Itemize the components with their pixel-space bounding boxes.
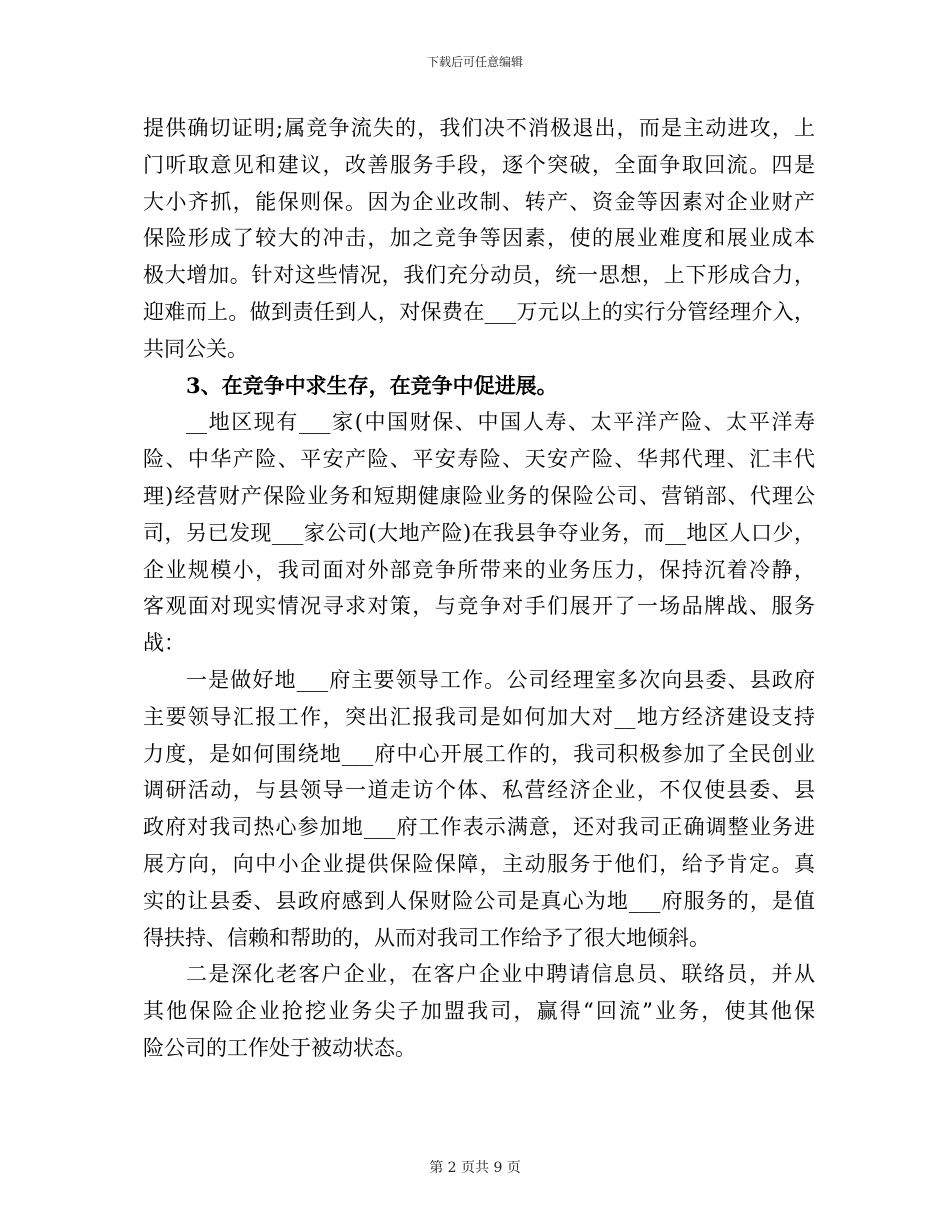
text-line: __地区现有___家(中国财保、中国人寿、太平洋产险、太平洋寿 <box>186 410 815 435</box>
text-line: 保险形成了较大的冲击，加之竞争等因素，使的展业难度和展业成本 <box>143 226 815 251</box>
text-line: 迎难而上。做到责任到人，对保费在___万元以上的实行分管经理介入， <box>143 299 815 324</box>
text-line: 客观面对现实情况寻求对策，与竞争对手们展开了一场品牌战、服务 <box>143 594 815 619</box>
text-line: 司，另已发现___家公司(大地产险)在我县争夺业务，而__地区人口少， <box>143 520 815 545</box>
text-line: 企业规模小，我司面对外部竞争所带来的业务压力，保持沉着冷静， <box>143 557 815 582</box>
text-line: 实的让县委、县政府感到人保财险公司是真心为地___府服务的，是值 <box>143 888 815 913</box>
text-line: 极大增加。针对这些情况，我们充分动员，统一思想，上下形成合力， <box>143 263 815 288</box>
text-line: 险、中华产险、平安产险、平安寿险、天安产险、华邦代理、汇丰代 <box>143 447 815 472</box>
text-line: 力度，是如何围绕地___府中心开展工作的，我司积极参加了全民创业 <box>143 741 815 766</box>
text-line: 提供确切证明;属竞争流失的，我们决不消极退出，而是主动进攻，上 <box>143 116 815 140</box>
page-header-note: 下载后可任意编辑 <box>426 55 523 69</box>
text-line: 大小齐抓，能保则保。因为企业改制、转产、资金等因素对企业财产 <box>143 189 815 214</box>
section-heading: 3、在竞争中求生存，在竞争中促进展。 <box>186 372 558 398</box>
document-body <box>143 110 815 1067</box>
text-line: 共同公关。 <box>143 336 248 361</box>
text-line: 主要领导汇报工作，突出汇报我司是如何加大对__地方经济建设支持 <box>143 704 815 729</box>
text-line: 政府对我司热心参加地___府工作表示满意，还对我司正确调整业务进 <box>143 815 815 840</box>
text-line: 战： <box>143 631 185 656</box>
text-line: 得扶持、信赖和帮助的，从而对我司工作给予了很大地倾斜。 <box>143 925 710 950</box>
text-line: 二是深化老客户企业，在客户企业中聘请信息员、联络员，并从 <box>186 962 815 987</box>
text-line: 调研活动，与县领导一道走访个体、私营经济企业，不仅使县委、县 <box>143 778 815 803</box>
page-number: 第 2 页共 9 页 <box>429 1160 521 1176</box>
text-line: 一是做好地___府主要领导工作。公司经理室多次向县委、县政府 <box>186 667 815 692</box>
text-line: 理)经营财产保险业务和短期健康险业务的保险公司、营销部、代理公 <box>143 483 815 508</box>
text-line: 险公司的工作处于被动状态。 <box>143 1035 416 1060</box>
text-line: 门听取意见和建议，改善服务手段，逐个突破，全面争取回流。四是 <box>143 152 815 177</box>
text-line: 其他保险企业抢挖业务尖子加盟我司，赢得“回流”业务，使其他保 <box>143 999 815 1024</box>
text-line: 展方向，向中小企业提供保险保障，主动服务于他们，给予肯定。真 <box>143 851 815 876</box>
